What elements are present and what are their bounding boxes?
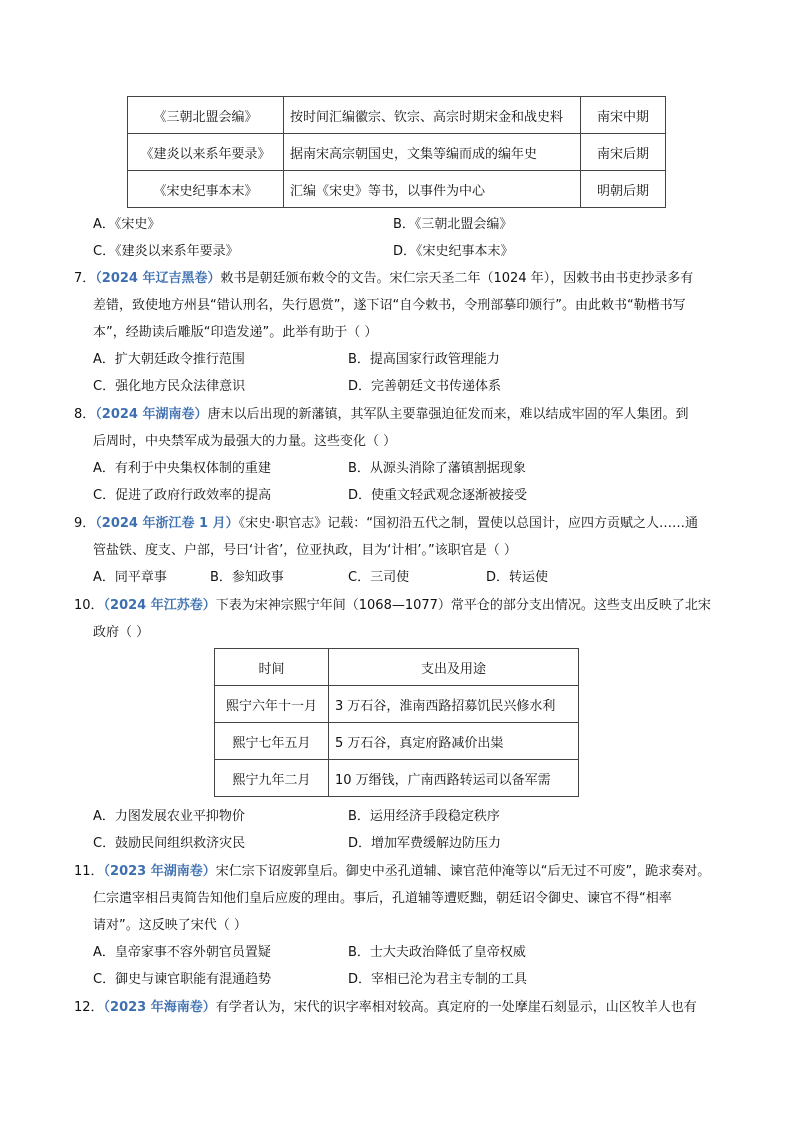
- q10-option-d[interactable]: D．增加军费缓解边防压力: [348, 836, 502, 851]
- q7-option-b[interactable]: B．提高国家行政管理能力: [348, 352, 500, 367]
- q9-option-b[interactable]: B．参知政事: [210, 570, 284, 585]
- table-cell: 熙宁七年五月: [215, 723, 329, 760]
- question-9-line-2: 管盐铁、度支、户部，号曰‘计省’，位亚执政，目为‘计相’。”该职官是（ ）: [93, 543, 517, 558]
- question-source: （2024 年辽吉黑卷）: [95, 271, 221, 286]
- table-cell: 汇编《宋史》等书，以事件为中心: [284, 171, 581, 208]
- q8-option-b[interactable]: B．从源头消除了藩镇割据现象: [348, 461, 526, 476]
- table-row: [215, 723, 579, 760]
- q11-option-d[interactable]: D．宰相已沦为君主专制的工具: [348, 972, 528, 987]
- question-11-line-2: 仁宗遣宰相吕夷简告知他们皇后应废的理由。事后，孔道辅等遭贬黜，朝廷诏令御史、谏官不得“相率: [93, 891, 672, 906]
- question-7-line-2: 差错，致使地方州县“错认刑名，失行恩赏”，遂下诏“自今敕书，令刑部摹印颁行”。由此敕书“勒楷书写: [93, 298, 686, 313]
- question-source: （2023 年海南卷）: [103, 1000, 216, 1015]
- q8-option-c[interactable]: C．促进了政府行政效率的提高: [93, 488, 272, 503]
- question-text: 下表为宋神宗熙宁年间（1068—1077）常平仓的部分支出情况。这些支出反映了北宋: [215, 598, 711, 613]
- table-row: [128, 97, 666, 134]
- table-header: 时间: [215, 649, 329, 686]
- q10-option-b[interactable]: B．运用经济手段稳定秩序: [348, 809, 500, 824]
- q7-option-a[interactable]: A．扩大朝廷政令推行范围: [93, 352, 245, 367]
- question-source: （2024 年浙江卷 1 月）: [95, 516, 239, 531]
- question-8-line-2: 后周时，中央禁军成为最强大的力量。这些变化（ ）: [93, 434, 397, 449]
- q10-option-a[interactable]: A．力图发展农业平抑物价: [93, 809, 245, 824]
- q6-option-c[interactable]: C．《建炎以来系年要录》: [93, 244, 239, 259]
- question-9-line-1: [74, 512, 698, 531]
- q10-option-c[interactable]: C．鼓励民间组织救济灾民: [93, 836, 246, 851]
- question-10-line-1: [74, 594, 711, 613]
- table-row: [215, 686, 579, 723]
- table-cell: 10 万缗钱，广南西路转运司以备军需: [329, 760, 579, 797]
- table-cell: 《三朝北盟会编》: [128, 97, 284, 134]
- q9-option-d[interactable]: D．转运使: [486, 570, 549, 585]
- question-source: （2024 年湖南卷）: [95, 407, 208, 422]
- q9-option-a[interactable]: A．同平章事: [93, 570, 167, 585]
- question-10-line-2: 政府（ ）: [93, 625, 150, 640]
- table-cell: 明朝后期: [581, 171, 666, 208]
- question-source: （2023 年湖南卷）: [103, 864, 216, 879]
- table-cell: 南宋后期: [581, 134, 666, 171]
- table-cell: 5 万石谷，真定府路减价出粜: [329, 723, 579, 760]
- question-text: 敕书是朝廷颁布敕令的文告。宋仁宗天圣二年（1024 年），因敕书由书吏抄录多有: [220, 271, 694, 286]
- table-header-row: [215, 649, 579, 686]
- q7-option-c[interactable]: C．强化地方民众法律意识: [93, 379, 246, 394]
- table-cell: 熙宁九年二月: [215, 760, 329, 797]
- q6-option-b[interactable]: B．《三朝北盟会编》: [393, 217, 513, 232]
- question-source: （2024 年江苏卷）: [103, 598, 216, 613]
- question-number: 7．: [74, 271, 96, 286]
- table-row: [128, 171, 666, 208]
- q11-option-c[interactable]: C．御史与谏官职能有混通趋势: [93, 972, 272, 987]
- table-cell: 按时间汇编徽宗、钦宗、高宗时期宋金和战史料: [284, 97, 581, 134]
- question-number: 11．: [74, 864, 104, 879]
- table-row: [128, 134, 666, 171]
- question-text: 宋仁宗下诏废郭皇后。御史中丞孔道辅、谏官范仲淹等以“后无过不可废”，跪求奏对。: [215, 864, 711, 879]
- q6-option-a[interactable]: A．《宋史》: [93, 217, 161, 232]
- question-11-line-3: 请对”。这反映了宋代（ ）: [93, 918, 247, 933]
- question-number: 8．: [74, 407, 96, 422]
- question-11-line-1: [74, 860, 710, 879]
- q11-option-a[interactable]: A．皇帝家事不容外朝官员置疑: [93, 945, 271, 960]
- question-7-line-3: 本”，经勘读后雕版“印造发递”。此举有助于（ ）: [93, 325, 378, 340]
- table-cell: 3 万石谷，淮南西路招募饥民兴修水利: [329, 686, 579, 723]
- q8-option-a[interactable]: A．有利于中央集权体制的重建: [93, 461, 271, 476]
- question-number: 10．: [74, 598, 104, 613]
- question-7-line-1: [74, 267, 693, 286]
- table-cell: 《建炎以来系年要录》: [128, 134, 284, 171]
- question-12-line-1: [74, 996, 697, 1015]
- question-text: 唐末以后出现的新藩镇，其军队主要靠强迫征发而来，难以结成牢固的军人集团。到: [207, 407, 689, 422]
- question-8-line-1: [74, 403, 689, 422]
- question-text: 有学者认为，宋代的识字率相对较高。真定府的一处摩崖石刻显示，山区牧羊人也有: [215, 1000, 697, 1015]
- q9-option-c[interactable]: C．三司使: [348, 570, 410, 585]
- expenditure-table: [214, 648, 579, 797]
- question-text: 《宋史·职官志》记载：“国初沿五代之制，置使以总国计，应四方贡赋之人……通: [238, 516, 698, 531]
- q6-option-d[interactable]: D．《宋史纪事本末》: [393, 244, 514, 259]
- q11-option-b[interactable]: B．士大夫政治降低了皇帝权威: [348, 945, 526, 960]
- table-cell: 南宋中期: [581, 97, 666, 134]
- table-cell: 熙宁六年十一月: [215, 686, 329, 723]
- table-cell: 《宋史纪事本末》: [128, 171, 284, 208]
- table-cell: 据南宋高宗朝国史，文集等编而成的编年史: [284, 134, 581, 171]
- question-number: 9．: [74, 516, 96, 531]
- q7-option-d[interactable]: D．完善朝廷文书传递体系: [348, 379, 502, 394]
- q8-option-d[interactable]: D．使重文轻武观念逐渐被接受: [348, 488, 528, 503]
- table-header: 支出及用途: [329, 649, 579, 686]
- table-row: [215, 760, 579, 797]
- sources-table: [127, 96, 666, 208]
- question-number: 12．: [74, 1000, 104, 1015]
